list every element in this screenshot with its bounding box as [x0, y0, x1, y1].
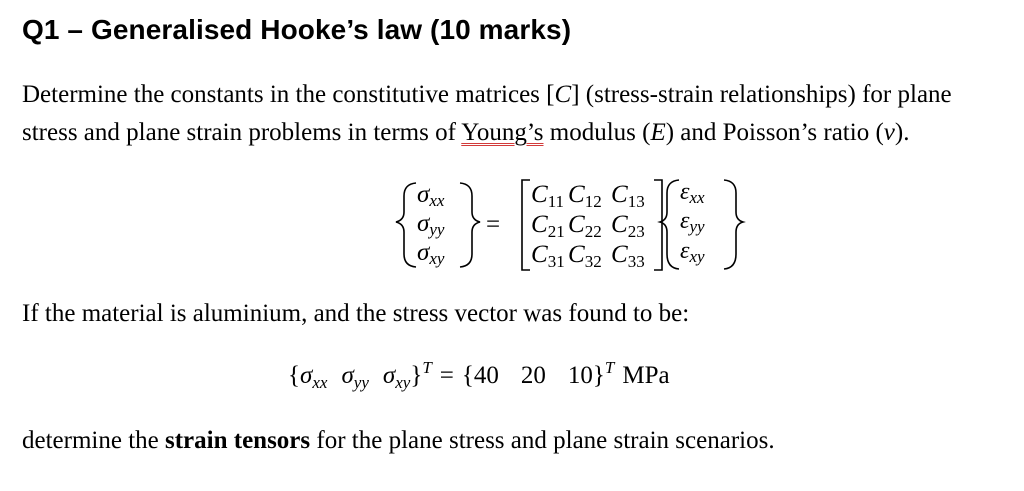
- task-paragraph: [22, 422, 775, 460]
- question-title: Q1 – Generalised Hooke’s law (10 marks): [22, 14, 572, 45]
- stress-yy: σyy: [417, 210, 445, 239]
- stress-xy: σxy: [417, 239, 445, 268]
- matrix-c31: $C_{31}$: [531, 241, 565, 271]
- text-segment: modulus (: [543, 119, 651, 146]
- text-segment: stress and plane strain problems in terms of: [22, 119, 462, 146]
- stress-vector-equation: {$\sigma_{xx}$ $\sigma_{yy}$ $\sigma_{xy}\}^T = \{40$ 20 10}$^T$ MPa: [288, 358, 670, 392]
- matrix-c12: $C_{12}$: [568, 181, 602, 211]
- text-segment: for the plane stress and plane strain scenarios.: [310, 427, 775, 454]
- right-brace-close: [724, 180, 743, 269]
- spellcheck-underlined-word: Young’s: [461, 119, 544, 146]
- matrix-c33: $C_{33}$: [611, 241, 645, 271]
- left-brace-close: [460, 183, 480, 267]
- left-brace-open: [396, 183, 416, 267]
- matrix-c11: $C_{11}$: [531, 181, 565, 211]
- emphasis-strain-tensors: strain tensors: [165, 427, 311, 454]
- matrix-c23: $C_{23}$: [611, 211, 645, 241]
- symbol-e: E: [650, 119, 666, 146]
- text-segment: ) and Poisson’s ratio (: [665, 119, 884, 146]
- right-brace-open: [660, 180, 679, 269]
- strain-yy: εyy: [680, 208, 705, 236]
- text-segment: determine the: [22, 427, 165, 454]
- strain-xx: εxx: [680, 179, 705, 207]
- material-paragraph: If the material is aluminium, and the stress vector was found to be:: [22, 300, 690, 327]
- matrix-bracket-left: [522, 180, 530, 270]
- matrix-c32: $C_{32}$: [568, 241, 602, 271]
- matrix-c22: $C_{22}$: [568, 211, 602, 241]
- matrix-bracket-right: [654, 180, 662, 270]
- matrix-c-symbol: [C]: [546, 81, 580, 108]
- matrix-c13: $C_{13}$: [611, 181, 645, 211]
- strain-xy: εxy: [680, 238, 705, 266]
- matrix-c21: $C_{21}$: [531, 211, 565, 241]
- text-segment: Determine the constants in the constitutive matrices: [22, 81, 547, 108]
- stress-xx: σxx: [417, 181, 445, 210]
- text-segment: (stress-strain relationships) for plane: [579, 81, 952, 108]
- text-segment: ).: [894, 119, 910, 146]
- equals-sign: =: [486, 211, 501, 238]
- symbol-nu: ν: [883, 119, 895, 146]
